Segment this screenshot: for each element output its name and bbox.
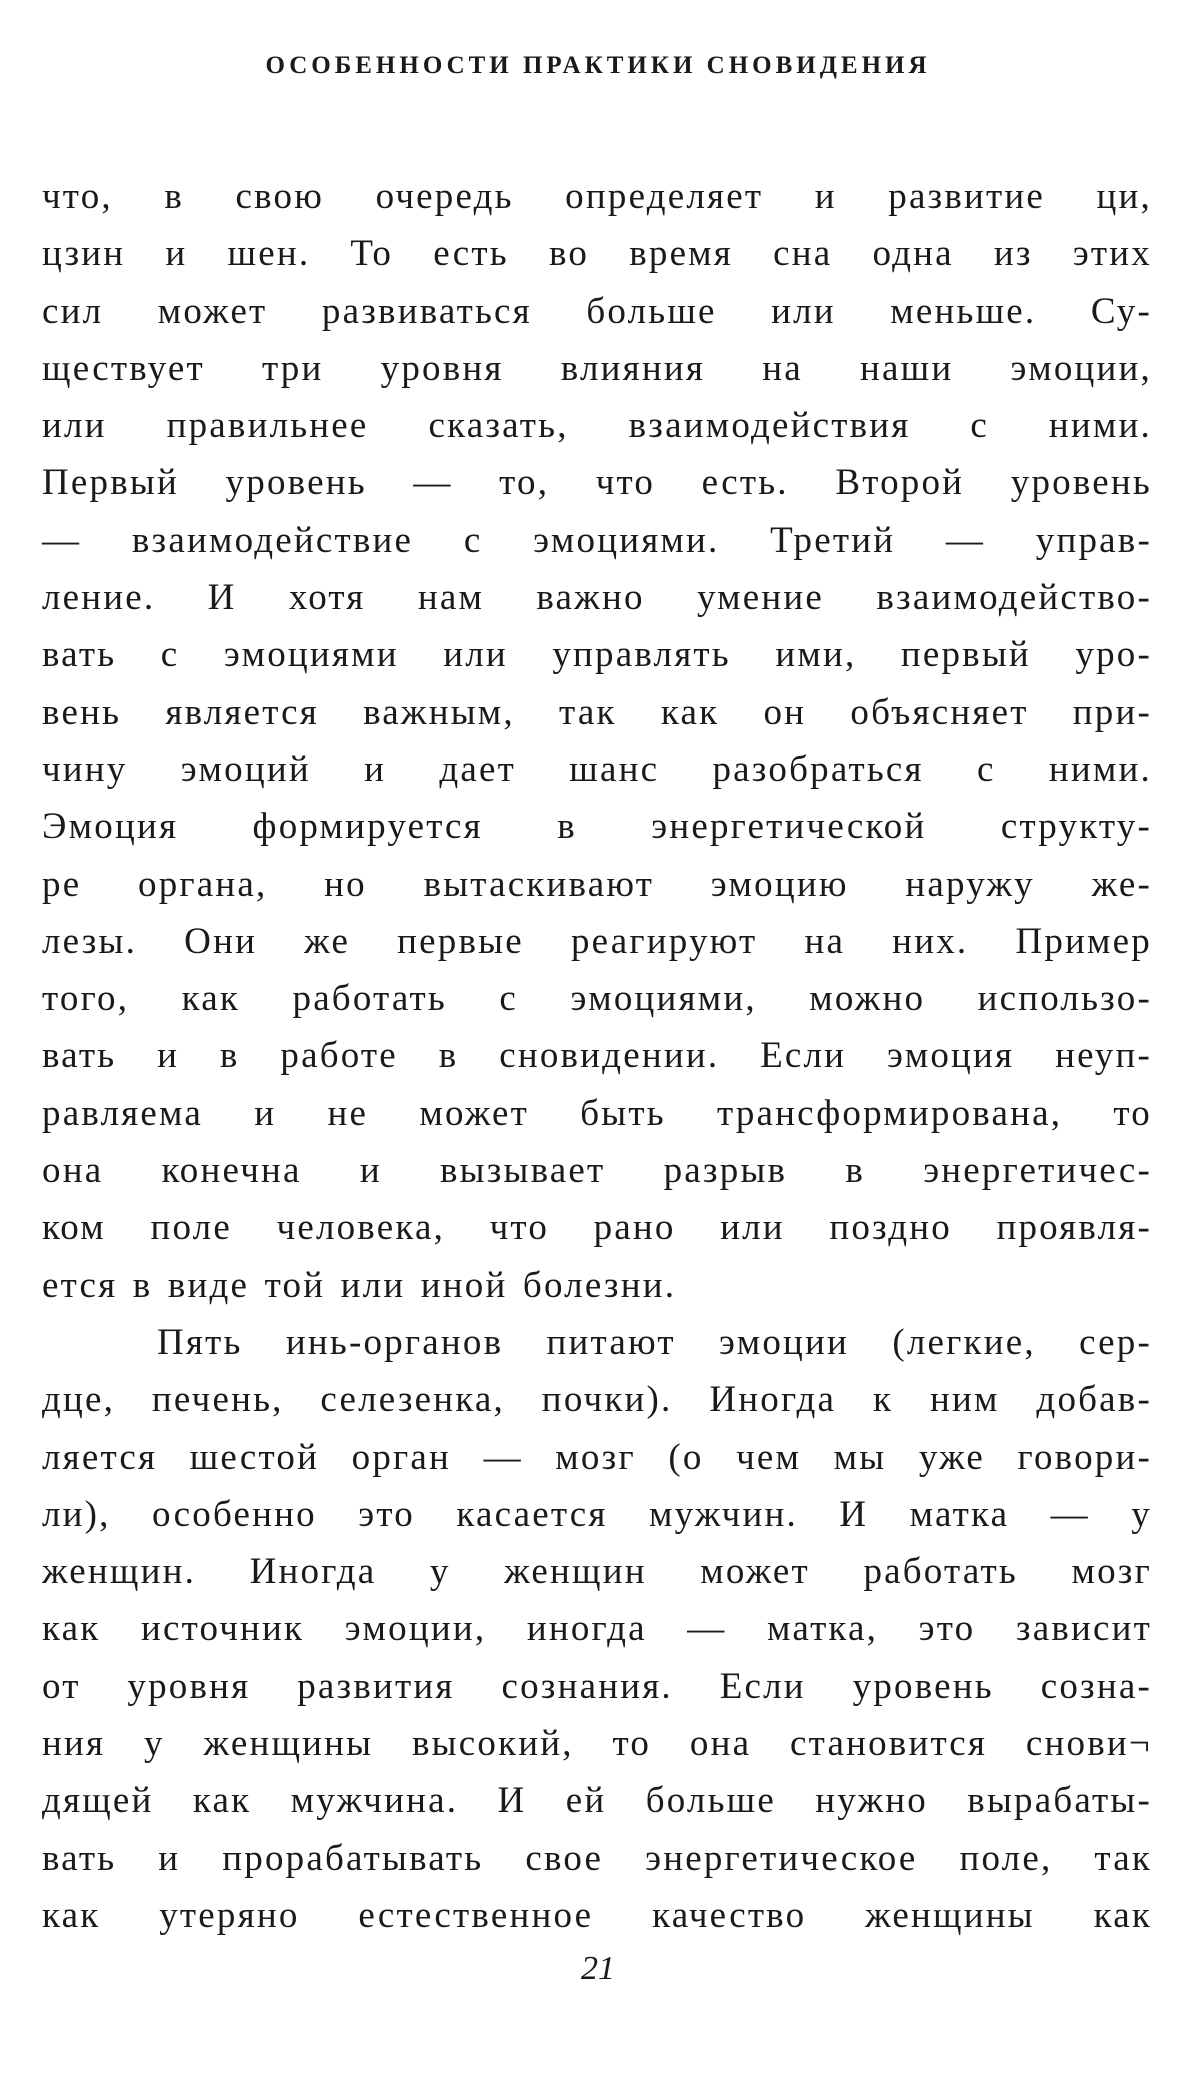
text-line: ление. И хотя нам важно умение взаимодейство- bbox=[42, 577, 1152, 619]
text-line: чину эмоций и дает шанс разобраться с ними. bbox=[42, 748, 1152, 790]
text-line: Первый уровень — то, что есть. Второй уровень bbox=[42, 462, 1152, 504]
text-line: — взаимодействие с эмоциями. Третий — управ- bbox=[42, 519, 1152, 561]
text-line: Эмоция формируется в энергетической структу- bbox=[42, 806, 1152, 848]
text-line: женщин. Иногда у женщин может работать мозг bbox=[42, 1551, 1152, 1593]
page-number: 21 bbox=[581, 1950, 615, 1987]
text-line: дящей как мужчина. И ей больше нужно вырабаты- bbox=[42, 1780, 1152, 1822]
text-line: ли), особенно это касается мужчин. И матка — у bbox=[42, 1493, 1152, 1535]
paragraph-2 bbox=[42, 1314, 1152, 1944]
text-line: ния у женщины высокий, то она становится снови¬ bbox=[42, 1723, 1152, 1765]
paragraph-1 bbox=[42, 168, 1152, 1314]
text-line: дце, печень, селезенка, почки). Иногда к ним добав- bbox=[42, 1379, 1152, 1421]
text-line: ком поле человека, что рано или поздно проявля- bbox=[42, 1207, 1152, 1249]
text-line: лезы. Они же первые реагируют на них. Пример bbox=[42, 920, 1152, 962]
text-line: ществует три уровня влияния на наши эмоции, bbox=[42, 347, 1152, 389]
text-line: ется в виде той или иной болезни. bbox=[42, 1264, 677, 1306]
text-line: вень является важным, так как он объясняет при- bbox=[42, 691, 1152, 733]
text-line: Пять инь-органов питают эмоции (легкие, сер- bbox=[157, 1321, 1152, 1363]
running-head: ОСОБЕННОСТИ ПРАКТИКИ СНОВИДЕНИЯ bbox=[265, 52, 931, 79]
text-line: как источник эмоции, иногда — матка, это зависит bbox=[42, 1608, 1152, 1650]
text-line: или правильнее сказать, взаимодействия с ними. bbox=[42, 405, 1152, 447]
text-line: вать и прорабатывать свое энергетическое поле, так bbox=[42, 1837, 1152, 1879]
text-line: ре органа, но вытаскивают эмоцию наружу же- bbox=[42, 863, 1152, 905]
text-line: цзин и шен. То есть во время сна одна из этих bbox=[42, 233, 1152, 275]
text-line: того, как работать с эмоциями, можно использо- bbox=[42, 978, 1152, 1020]
text-line: вать и в работе в сновидении. Если эмоция неуп- bbox=[42, 1035, 1152, 1077]
text-line: что, в свою очередь определяет и развитие ци, bbox=[42, 176, 1152, 217]
text-line: как утеряно естественное качество женщины как bbox=[42, 1894, 1152, 1936]
text-line: от уровня развития сознания. Если уровень созна- bbox=[42, 1665, 1152, 1707]
body-text bbox=[42, 168, 1152, 1944]
text-line: она конечна и вызывает разрыв в энергетичес- bbox=[42, 1150, 1152, 1192]
text-line: сил может развиваться больше или меньше. Су- bbox=[42, 290, 1152, 332]
text-line: равляема и не может быть трансформирована, то bbox=[42, 1092, 1152, 1134]
text-line: ляется шестой орган — мозг (о чем мы уже говори- bbox=[42, 1436, 1152, 1478]
text-line: вать с эмоциями или управлять ими, первый уро- bbox=[42, 634, 1152, 676]
